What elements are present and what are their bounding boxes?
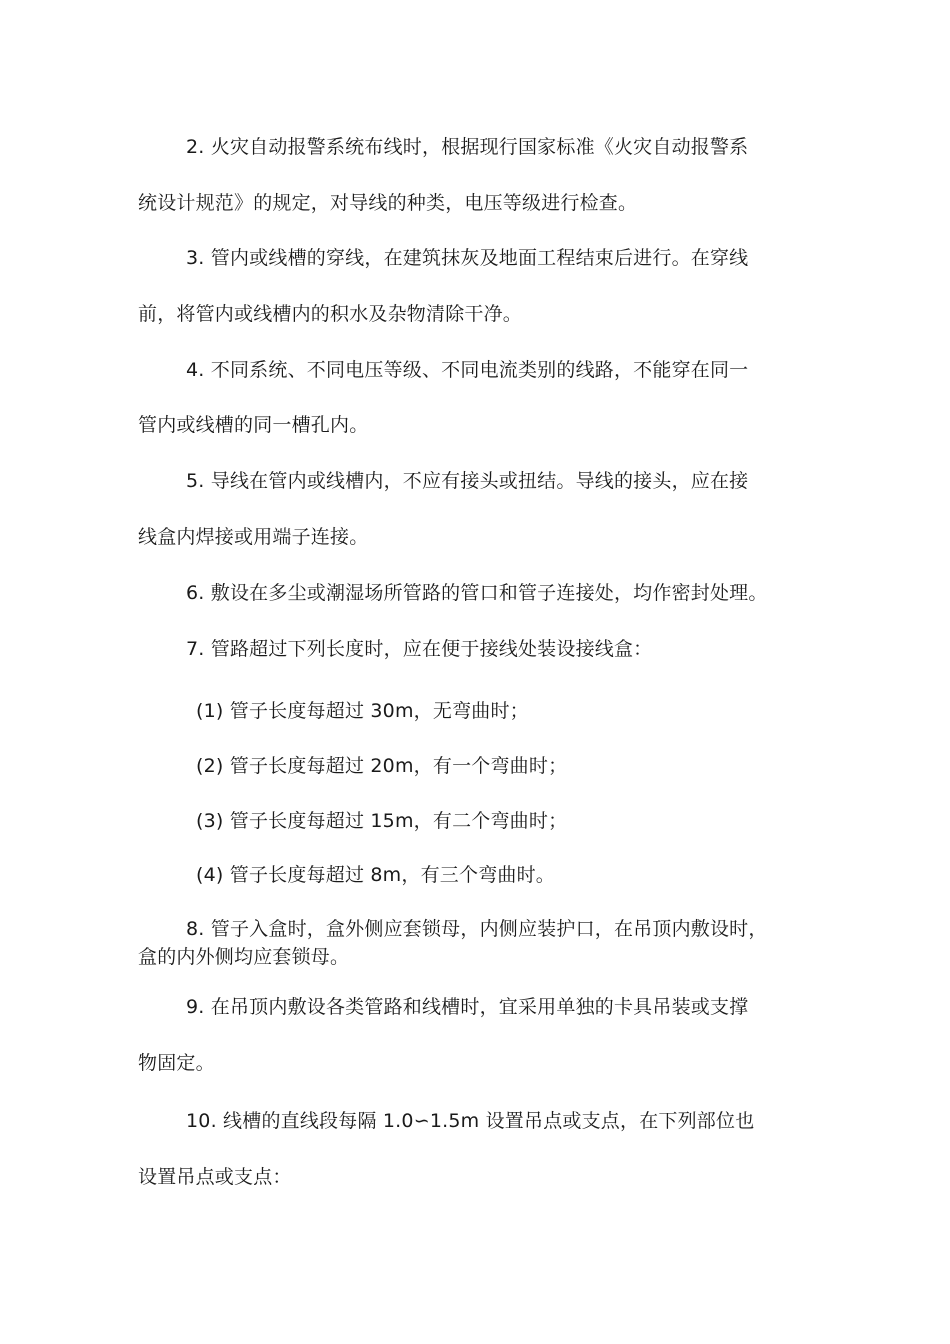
paragraph-6-line-1: 6. 敷设在多尘或潮湿场所管路的管口和管子连接处，均作密封处理。	[186, 582, 768, 604]
paragraph-2-line-1: 2. 火灾自动报警系统布线时，根据现行国家标准《火灾自动报警系	[186, 136, 749, 158]
paragraph-3-line-2: 前，将管内或线槽内的积水及杂物清除干净。	[138, 303, 523, 325]
paragraph-8-line-2: 盒的内外侧均应套锁母。	[138, 946, 350, 968]
paragraph-5-line-2: 线盒内焊接或用端子连接。	[138, 526, 369, 548]
paragraph-4-line-1: 4. 不同系统、不同电压等级、不同电流类别的线路，不能穿在同一	[186, 359, 749, 381]
list-item-4: (4) 管子长度每超过 8m，有三个弯曲时。	[196, 864, 555, 886]
paragraph-10-line-1: 10. 线槽的直线段每隔 1.0∽1.5m 设置吊点或支点，在下列部位也	[186, 1110, 755, 1132]
list-item-3: (3) 管子长度每超过 15m，有二个弯曲时；	[196, 810, 568, 832]
list-item-2: (2) 管子长度每超过 20m，有一个弯曲时；	[196, 755, 568, 777]
paragraph-9-line-1: 9. 在吊顶内敷设各类管路和线槽时，宜采用单独的卡具吊装或支撑	[186, 996, 749, 1018]
paragraph-9-line-2: 物固定。	[138, 1052, 215, 1074]
paragraph-8-line-1: 8. 管子入盒时，盒外侧应套锁母，内侧应装护口，在吊顶内敷设时，	[186, 918, 768, 940]
paragraph-5-line-1: 5. 导线在管内或线槽内，不应有接头或扭结。导线的接头，应在接	[186, 470, 749, 492]
paragraph-10-line-2: 设置吊点或支点：	[138, 1166, 292, 1188]
paragraph-7-line-1: 7. 管路超过下列长度时，应在便于接线处装设接线盒：	[186, 638, 653, 660]
paragraph-2-line-2: 统设计规范》的规定，对导线的种类，电压等级进行检查。	[138, 192, 638, 214]
paragraph-4-line-2: 管内或线槽的同一槽孔内。	[138, 414, 369, 436]
list-item-1: (1) 管子长度每超过 30m，无弯曲时；	[196, 700, 529, 722]
paragraph-3-line-1: 3. 管内或线槽的穿线，在建筑抹灰及地面工程结束后进行。在穿线	[186, 247, 749, 269]
